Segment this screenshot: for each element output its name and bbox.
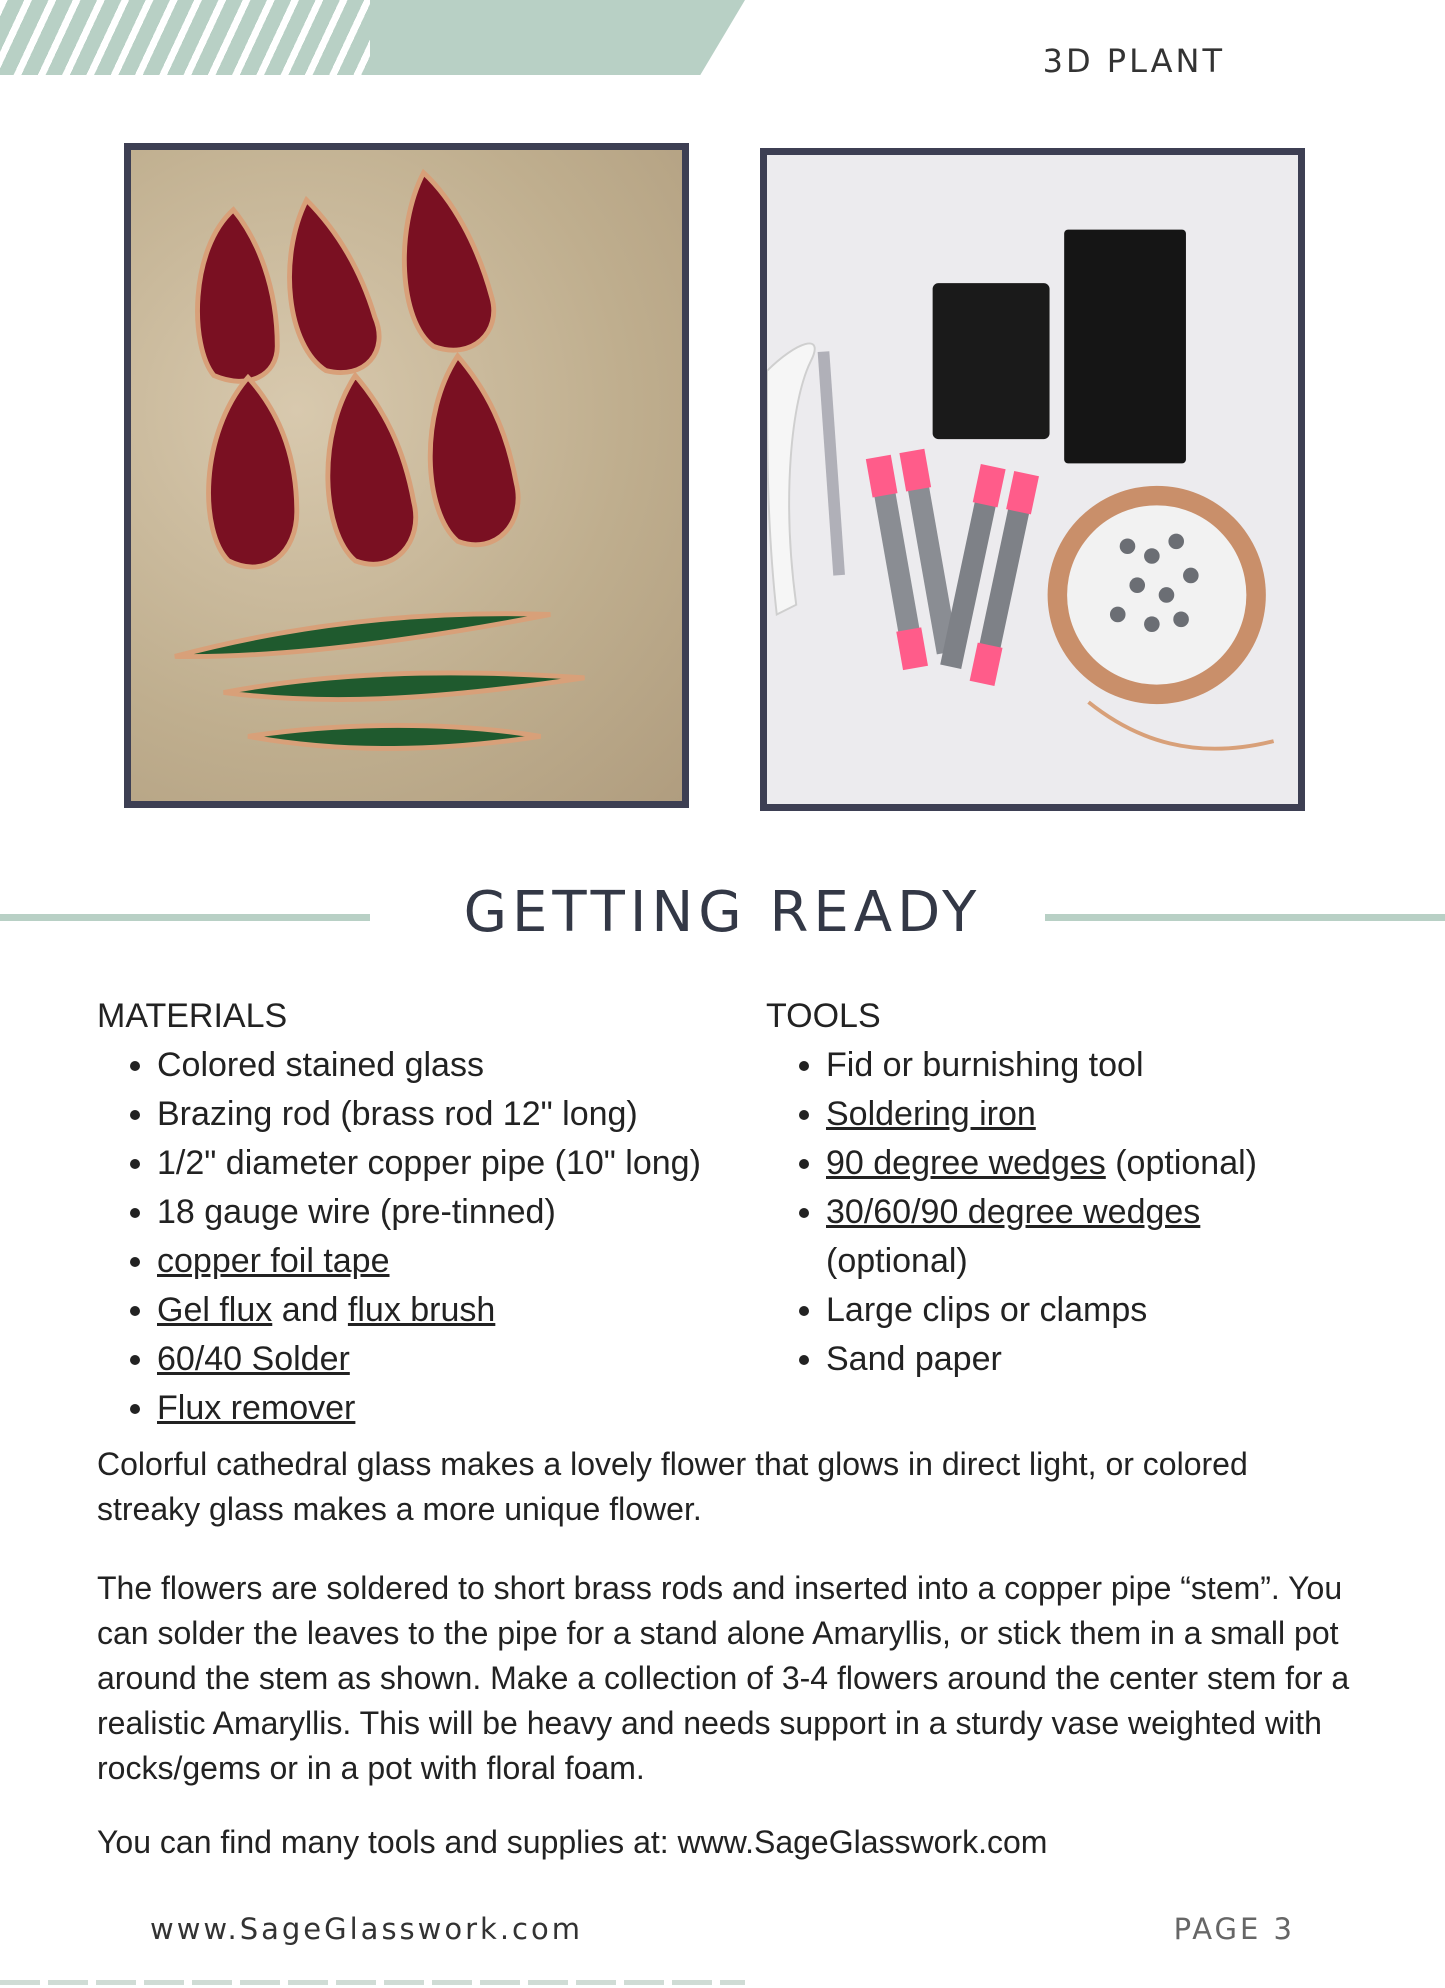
list-item: • Colored stained glass (157, 1041, 757, 1090)
flux-brush-link[interactable]: flux brush (347, 1291, 496, 1329)
list-item (157, 1384, 757, 1433)
list-item: • Large clips or clamps (826, 1286, 1326, 1335)
list-item: • 30/60/90 degree wedges (optional) (826, 1188, 1326, 1286)
leaf (248, 725, 541, 748)
gel-flux-link[interactable]: Gel flux (157, 1291, 273, 1329)
clamp (936, 464, 1039, 686)
photo-tools (760, 148, 1305, 811)
foam-block (1064, 230, 1186, 464)
soldering-iron-link[interactable]: Soldering iron (826, 1095, 1036, 1133)
list-item (157, 1237, 757, 1286)
materials-column (97, 992, 757, 1433)
leaf (224, 673, 585, 700)
glass-pieces-illustration (131, 150, 682, 801)
copper-foil-tape-link[interactable]: copper foil tape (157, 1242, 390, 1280)
petal (198, 210, 278, 382)
leaf (175, 614, 550, 657)
footer-url[interactable]: www.SageGlasswork.com (150, 1912, 583, 1946)
section-title: GETTING READY (463, 880, 982, 945)
petal (404, 173, 493, 350)
30-60-90-wedges-link[interactable]: 30/60/90 degree wedges (826, 1193, 1201, 1231)
petal (430, 356, 518, 545)
list-item (157, 1335, 757, 1384)
tools-column (766, 992, 1326, 1384)
list-item: • Gel flux and flux brush (157, 1286, 757, 1335)
petal (209, 377, 297, 567)
paragraph-glass: Colorful cathedral glass makes a lovely flower that glows in direct light, or colored streaky glass makes a more unique flower. (97, 1446, 1248, 1527)
list-item (826, 1090, 1326, 1139)
fid-tool (767, 343, 815, 614)
materials-heading: MATERIALS (97, 997, 288, 1035)
foam-block (933, 283, 1050, 439)
bottom-dashes (0, 1980, 745, 1985)
tools-illustration (767, 155, 1298, 804)
list-item: • Brazing rod (brass rod 12" long) (157, 1090, 757, 1139)
list-item: • 18 gauge wire (pre-tinned) (157, 1188, 757, 1237)
petal (328, 376, 416, 565)
list-item: • Sand paper (826, 1335, 1326, 1384)
flux-remover-link[interactable]: Flux remover (157, 1389, 356, 1427)
90-degree-wedges-link[interactable]: 90 degree wedges (826, 1144, 1106, 1182)
photo-glass-pieces (124, 143, 689, 808)
foil-strip (1089, 702, 1274, 749)
paragraph-supplies: You can find many tools and supplies at: www.SageGlasswork.com (97, 1824, 1048, 1860)
paragraph-assembly: The flowers are soldered to short brass rods and inserted into a copper pipe “stem”. You can solder the leaves to the pipe for a stand alone Amaryllis, or stick them in a small pot around the stem as shown. Make a collection of 3-4 flowers around the center stem for a realistic Amaryllis. This will be heavy and needs support in a sturdy vase weighted with rocks/gems or in a pot with floral foam. (97, 1570, 1350, 1786)
solder-link[interactable]: 60/40 Solder (157, 1340, 350, 1378)
header-stripes (0, 0, 370, 75)
tools-heading: TOOLS (766, 997, 881, 1035)
petal (290, 200, 380, 373)
materials-list (97, 1041, 757, 1433)
list-item: • Fid or burnishing tool (826, 1041, 1326, 1090)
list-item: • 1/2" diameter copper pipe (10" long) (157, 1139, 757, 1188)
page-number: PAGE 3 (1173, 1912, 1295, 1946)
craft-knife (818, 351, 845, 575)
list-item: • 90 degree wedges (optional) (826, 1139, 1326, 1188)
tools-list (766, 1041, 1326, 1384)
header-label: 3D PLANT (1042, 42, 1225, 80)
